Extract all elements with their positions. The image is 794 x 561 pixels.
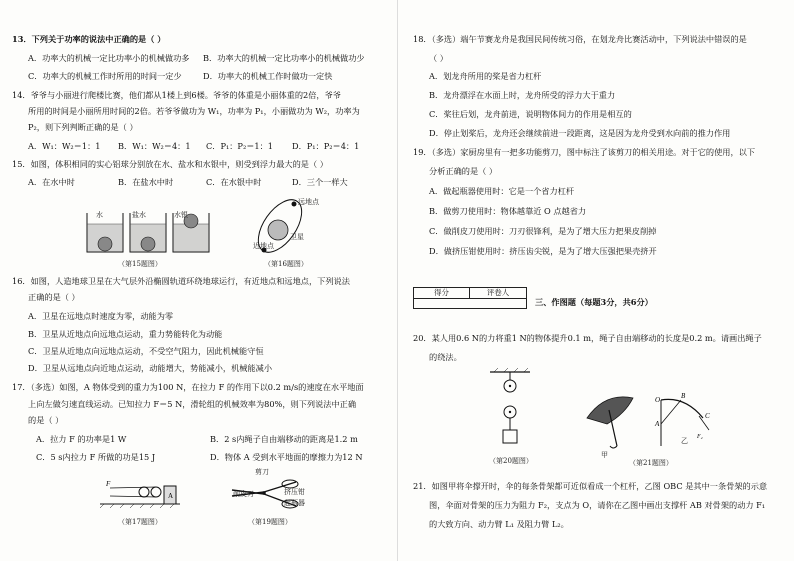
q17-option-a: A．拉力 F 的功率是1 W bbox=[36, 434, 127, 444]
q16-line2: 正确的是（ ） bbox=[28, 292, 80, 302]
score-box bbox=[413, 287, 527, 309]
beaker-label-saltwater: 盐水 bbox=[132, 211, 146, 219]
q21-line1: 21．如图甲将伞撑开时，伞的每条骨架都可近似看成一个杠杆，乙图 OBC 是其中一条骨架的示意 bbox=[413, 481, 768, 491]
fig19-label-opener: 起瓶器 bbox=[284, 499, 305, 507]
q20-line1: 20．某人用0.6 N的力将重1 N的物体提升0.1 m，绳子自由端移动的长度是0.2 m。请画出绳子 bbox=[413, 333, 762, 343]
score-label: 得分 bbox=[414, 288, 470, 299]
q14-option-a: A．W₁：W₂＝1：1 bbox=[28, 141, 101, 151]
fig21-caption: （第21题图） bbox=[629, 459, 673, 467]
q14-line2: 所用的时间是小丽所用时间的2倍。若爷爷做功为 W₁，功率为 P₁，小丽做功为 W₂，功率为 bbox=[28, 106, 360, 116]
q17-option-c: C．5 s内拉力 F 所做的功是15 J bbox=[36, 452, 156, 462]
svg-text:B: B bbox=[681, 392, 686, 400]
fig15-beakers bbox=[85, 208, 210, 254]
q19-option-c: C．做削皮刀使用时：刀刃很锋利，是为了增大压力把果皮削掉 bbox=[429, 226, 657, 236]
q21-line2: 图，伞面对骨架的压力为阻力 F₂，支点为 O，请你在乙图中画出支撑杆 AB 对骨架的动力 F₁ bbox=[429, 500, 766, 510]
q16-option-a: A．卫星在远地点时速度为零，动能为零 bbox=[28, 311, 174, 321]
fig21-label-yi: 乙 bbox=[681, 437, 688, 445]
q20-line2: 的绕法。 bbox=[429, 352, 462, 362]
fig19-label-cut: 剪刀 bbox=[255, 468, 269, 476]
q19-line2: 分析正确的是（ ） bbox=[429, 166, 498, 176]
beaker-label-water: 水 bbox=[96, 211, 103, 219]
q13-option-a: A．功率大的机械一定比功率小的机械做功多 bbox=[28, 53, 190, 63]
q13-option-b: B．功率大的机械一定比功率小的机械做功少 bbox=[203, 53, 365, 63]
fig19-label-peel: 削皮刀 bbox=[233, 490, 254, 498]
q19-option-a: A．做起瓶器使用时：它是一个省力杠杆 bbox=[429, 186, 575, 196]
q19-option-d: D．做挤压钳使用时：挤压齿尖锐，是为了增大压强把果壳挤开 bbox=[429, 246, 657, 256]
q15-option-b: B．在盐水中时 bbox=[118, 177, 174, 187]
q13-stem: 13．下列关于功率的说法中正确的是（ ） bbox=[12, 34, 166, 44]
q17-line3: 的是（ ） bbox=[28, 415, 64, 425]
q16-line1: 16．如图，人造地球卫星在大气层外沿椭圆轨道环绕地球运行，有近地点和远地点，下列说法 bbox=[12, 276, 350, 286]
q19-line1: 19．（多选）家厨房里有一把多功能剪刀，图中标注了该剪刀的相关用途。对于它的使用，以下 bbox=[413, 147, 756, 157]
q14-option-b: B．W₁：W₂＝4：1 bbox=[118, 141, 191, 151]
fig16-far-label: 远地点 bbox=[298, 198, 319, 206]
left-column bbox=[0, 0, 385, 561]
q18-option-a: A．划龙舟所用的桨是省力杠杆 bbox=[429, 71, 542, 81]
svg-text:F: F bbox=[106, 480, 111, 488]
svg-text:A: A bbox=[168, 492, 174, 500]
q16-option-d: D．卫星从远地点向近地点运动，动能增大，势能减小，机械能减小 bbox=[28, 363, 273, 373]
fig16-caption: （第16题图） bbox=[264, 260, 308, 268]
q15-option-d: D．三个一样大 bbox=[292, 177, 348, 187]
fig19-caption: （第19题图） bbox=[248, 518, 292, 526]
q15-option-c: C．在水银中时 bbox=[206, 177, 262, 187]
q14-option-d: D．P₁：P₂＝4：1 bbox=[292, 141, 360, 151]
q15-option-a: A．在水中时 bbox=[28, 177, 75, 187]
q21-line3: 的大致方向、动力臂 L₁ 及阻力臂 L₂。 bbox=[429, 519, 569, 529]
grader-label: 评卷人 bbox=[470, 288, 526, 299]
q19-option-b: B．做剪刀使用时：物体越靠近 O 点越省力 bbox=[429, 206, 587, 216]
fig21-label-jia: 甲 bbox=[601, 451, 608, 459]
q17-option-b: B．2 s内绳子自由端移动的距离是1.2 m bbox=[210, 434, 358, 444]
q18-option-c: C．桨往后划，龙舟前进，说明物体间力的作用是相互的 bbox=[429, 109, 632, 119]
fig16-satellite-label: 卫星 bbox=[290, 233, 304, 241]
fig21-umbrella bbox=[585, 390, 715, 452]
right-column bbox=[405, 0, 790, 561]
q18-line1: 18．（多选）端午节赛龙舟是我国民间传统习俗，在划龙舟比赛活动中，下列说法中错误的是 bbox=[413, 34, 747, 44]
svg-text:C: C bbox=[705, 412, 710, 420]
q13-option-d: D．功率大的机械工作时做功一定快 bbox=[203, 71, 333, 81]
svg-text:F₂: F₂ bbox=[697, 434, 703, 440]
section3-title: 三、作图题（每题3分，共6分） bbox=[535, 297, 653, 307]
fig20-caption: （第20题图） bbox=[489, 457, 533, 465]
q17-line1: 17．（多选）如图，A 物体受到的重力为100 N，在拉力 F 的作用下以0.2 m/s的速度在水平地面 bbox=[12, 382, 364, 392]
q17-line2: 上向左做匀速直线运动。已知拉力 F＝5 N，滑轮组的机械效率为80%，则下列说法中正确 bbox=[28, 399, 357, 409]
fig19-label-squeeze: 挤压钳 bbox=[284, 488, 305, 496]
svg-text:O: O bbox=[655, 396, 661, 404]
q14-line1: 14．爷爷与小丽进行爬楼比赛，他们都从1楼上到6楼。爷爷的体重是小丽体重的2倍，爷爷 bbox=[12, 90, 341, 100]
q17-option-d: D．物体 A 受到水平地面的摩擦力为12 N bbox=[210, 452, 363, 462]
beaker-label-mercury: 水银 bbox=[174, 211, 188, 219]
q14-option-c: C．P₁：P₂＝1：1 bbox=[206, 141, 274, 151]
q13-option-c: C．功率大的机械工作时所用的时间一定少 bbox=[28, 71, 182, 81]
q15-stem: 15．如图，体积相同的实心铝球分别放在水、盐水和水银中，则受到浮力最大的是（ ） bbox=[12, 159, 328, 169]
fig17-caption: （第17题图） bbox=[118, 518, 162, 526]
fig16-near-label: 近地点 bbox=[253, 242, 274, 250]
fig17-pulley bbox=[100, 480, 180, 508]
fig20-pulley bbox=[490, 370, 530, 448]
svg-text:A: A bbox=[655, 420, 660, 428]
q14-line3: P₂，则下列判断正确的是（ ） bbox=[28, 122, 138, 132]
q16-option-c: C．卫星从近地点向远地点运动，不受空气阻力，因此机械能守恒 bbox=[28, 346, 264, 356]
q18-line2: （ ） bbox=[429, 53, 448, 63]
column-divider bbox=[397, 0, 398, 561]
q18-option-d: D．停止划桨后，龙舟还会继续前进一段距离，这是因为龙舟受到水向前的推力作用 bbox=[429, 128, 731, 138]
fig15-caption: （第15题图） bbox=[118, 260, 162, 268]
q16-option-b: B．卫星从近地点向远地点运动，重力势能转化为动能 bbox=[28, 329, 223, 339]
q18-option-b: B．龙舟漂浮在水面上时，龙舟所受的浮力大于重力 bbox=[429, 90, 616, 100]
